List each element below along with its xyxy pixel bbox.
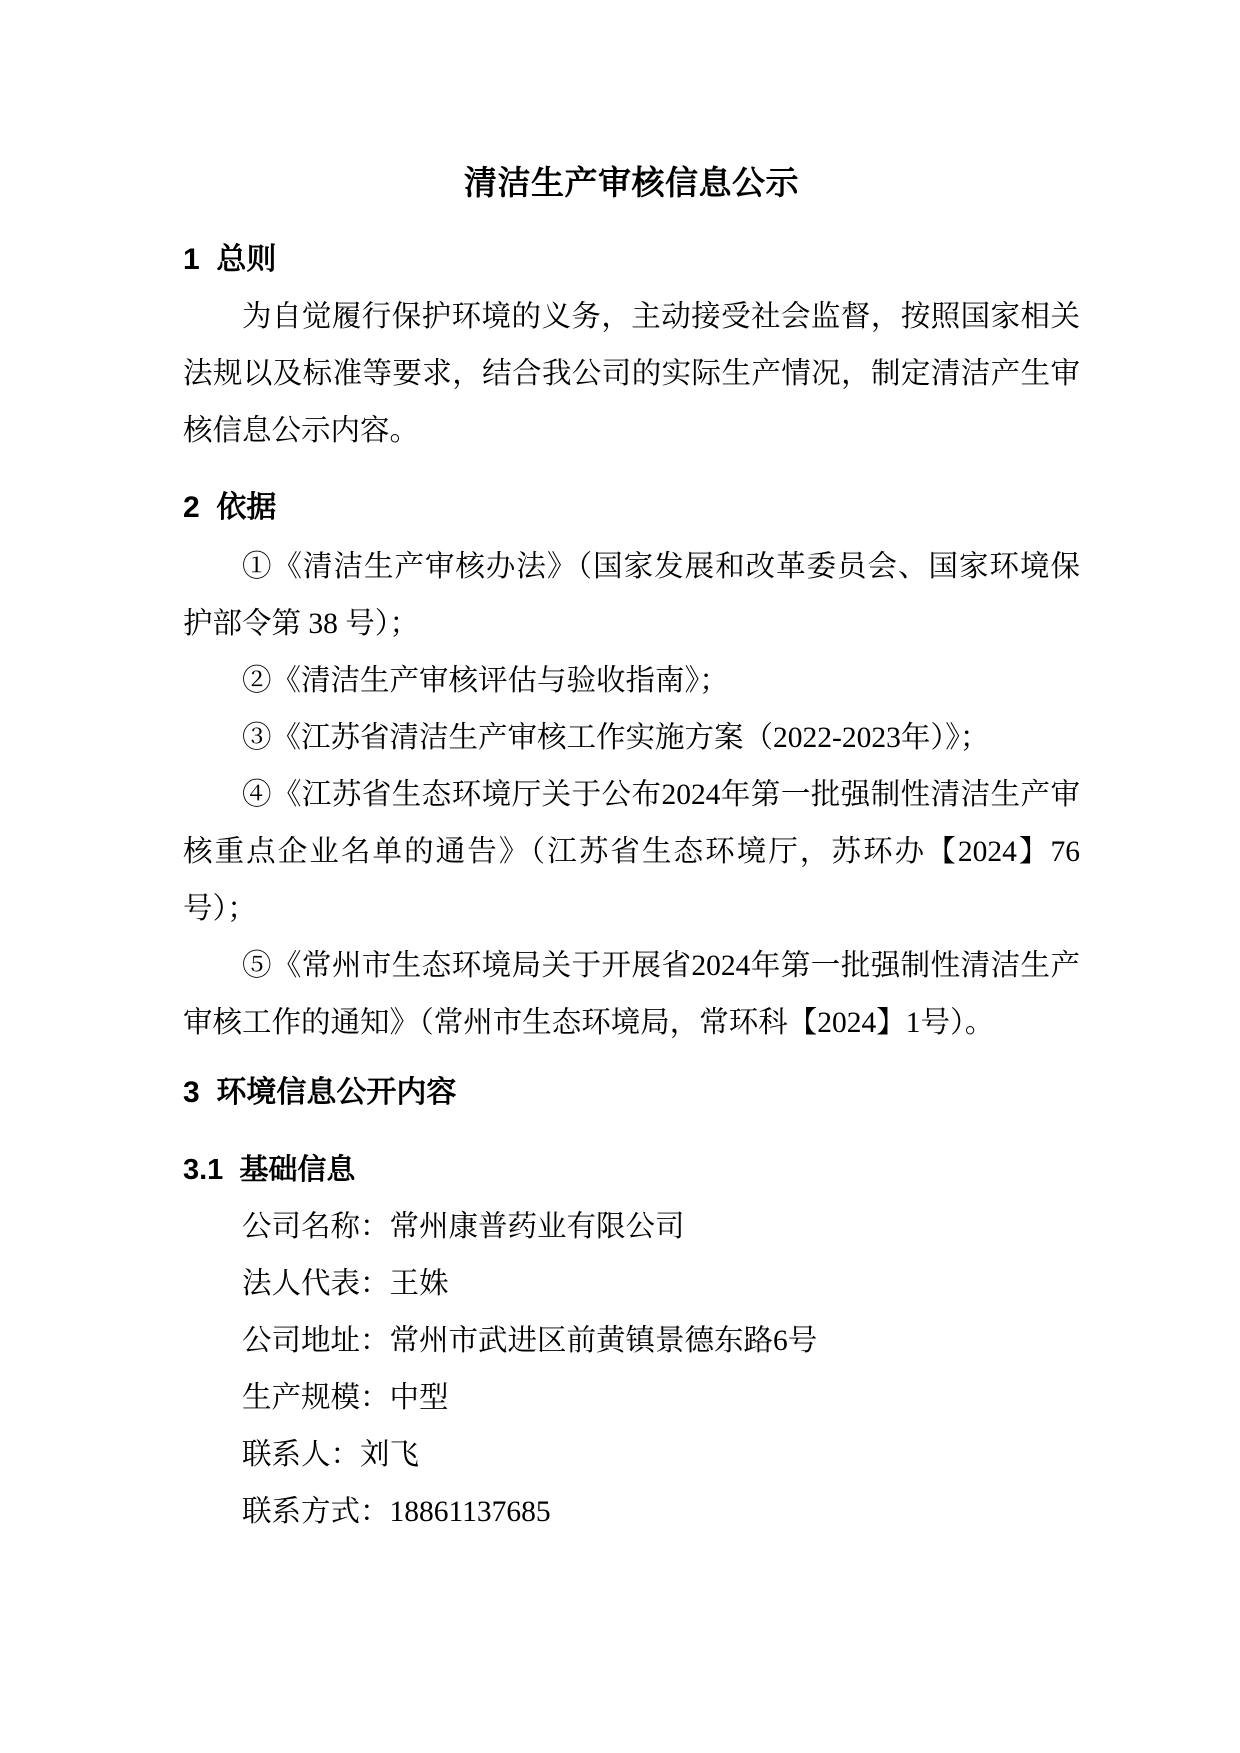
info-row-contact-person: [183, 1427, 1080, 1484]
info-value: 王姝: [389, 1268, 449, 1300]
basis-item-4: ④《江苏省生态环境厅关于公布2024年第一批强制性清洁生产审核重点企业名单的通告》（江苏省生态环境厅，苏环办【2024】76号）；: [183, 779, 1080, 925]
general-rules-paragraph: 为自觉履行保护环境的义务，主动接受社会监督，按照国家相关法规以及标准等要求，结合我公司的实际生产情况，制定清洁产生审核信息公示内容。: [183, 301, 1080, 447]
basic-info-list: [183, 1199, 1080, 1541]
info-label: 联系方式：: [242, 1496, 390, 1528]
info-row-company-address: [183, 1313, 1080, 1370]
info-row-company-name: [183, 1199, 1080, 1256]
info-value: 常州康普药业有限公司: [389, 1211, 685, 1243]
heading-basis: 2 依据: [183, 491, 277, 524]
info-value: 18861137685: [389, 1496, 551, 1528]
general-rules-text: [183, 289, 1080, 460]
info-row-contact-phone: [183, 1484, 1080, 1541]
info-row-production-scale: [183, 1370, 1080, 1427]
info-label: 法人代表：: [242, 1268, 390, 1300]
basis-item-2: ②《清洁生产审核评估与验收指南》；: [242, 665, 729, 697]
basis-list: [183, 539, 1080, 1052]
heading-general-rules: 1 总则: [183, 243, 277, 276]
info-value: 中型: [389, 1382, 449, 1414]
basis-item-3: ③《江苏省清洁生产审核工作实施方案（2022-2023年）》；: [242, 722, 990, 754]
heading-basic-info: 3.1 基础信息: [183, 1154, 356, 1186]
info-value: 常州市武进区前黄镇景德东路6号: [389, 1325, 818, 1357]
info-row-legal-representative: [183, 1256, 1080, 1313]
info-label: 联系人：: [242, 1439, 361, 1471]
basis-item-1: ①《清洁生产审核办法》（国家发展和改革委员会、国家环境保护部令第 38 号）；: [183, 551, 1080, 640]
info-label: 生产规模：: [242, 1382, 390, 1414]
basis-item-5: ⑤《常州市生态环境局关于开展省2024年第一批强制性清洁生产审核工作的通知》（常州市生态环境局，常环科【2024】1号）。: [183, 950, 1080, 1039]
info-value: 刘飞: [360, 1439, 420, 1471]
heading-disclosure-content: 3 环境信息公开内容: [183, 1076, 457, 1109]
info-label: 公司名称：: [242, 1211, 390, 1243]
info-label: 公司地址：: [242, 1325, 390, 1357]
document-title: 清洁生产审核信息公示: [464, 164, 799, 201]
